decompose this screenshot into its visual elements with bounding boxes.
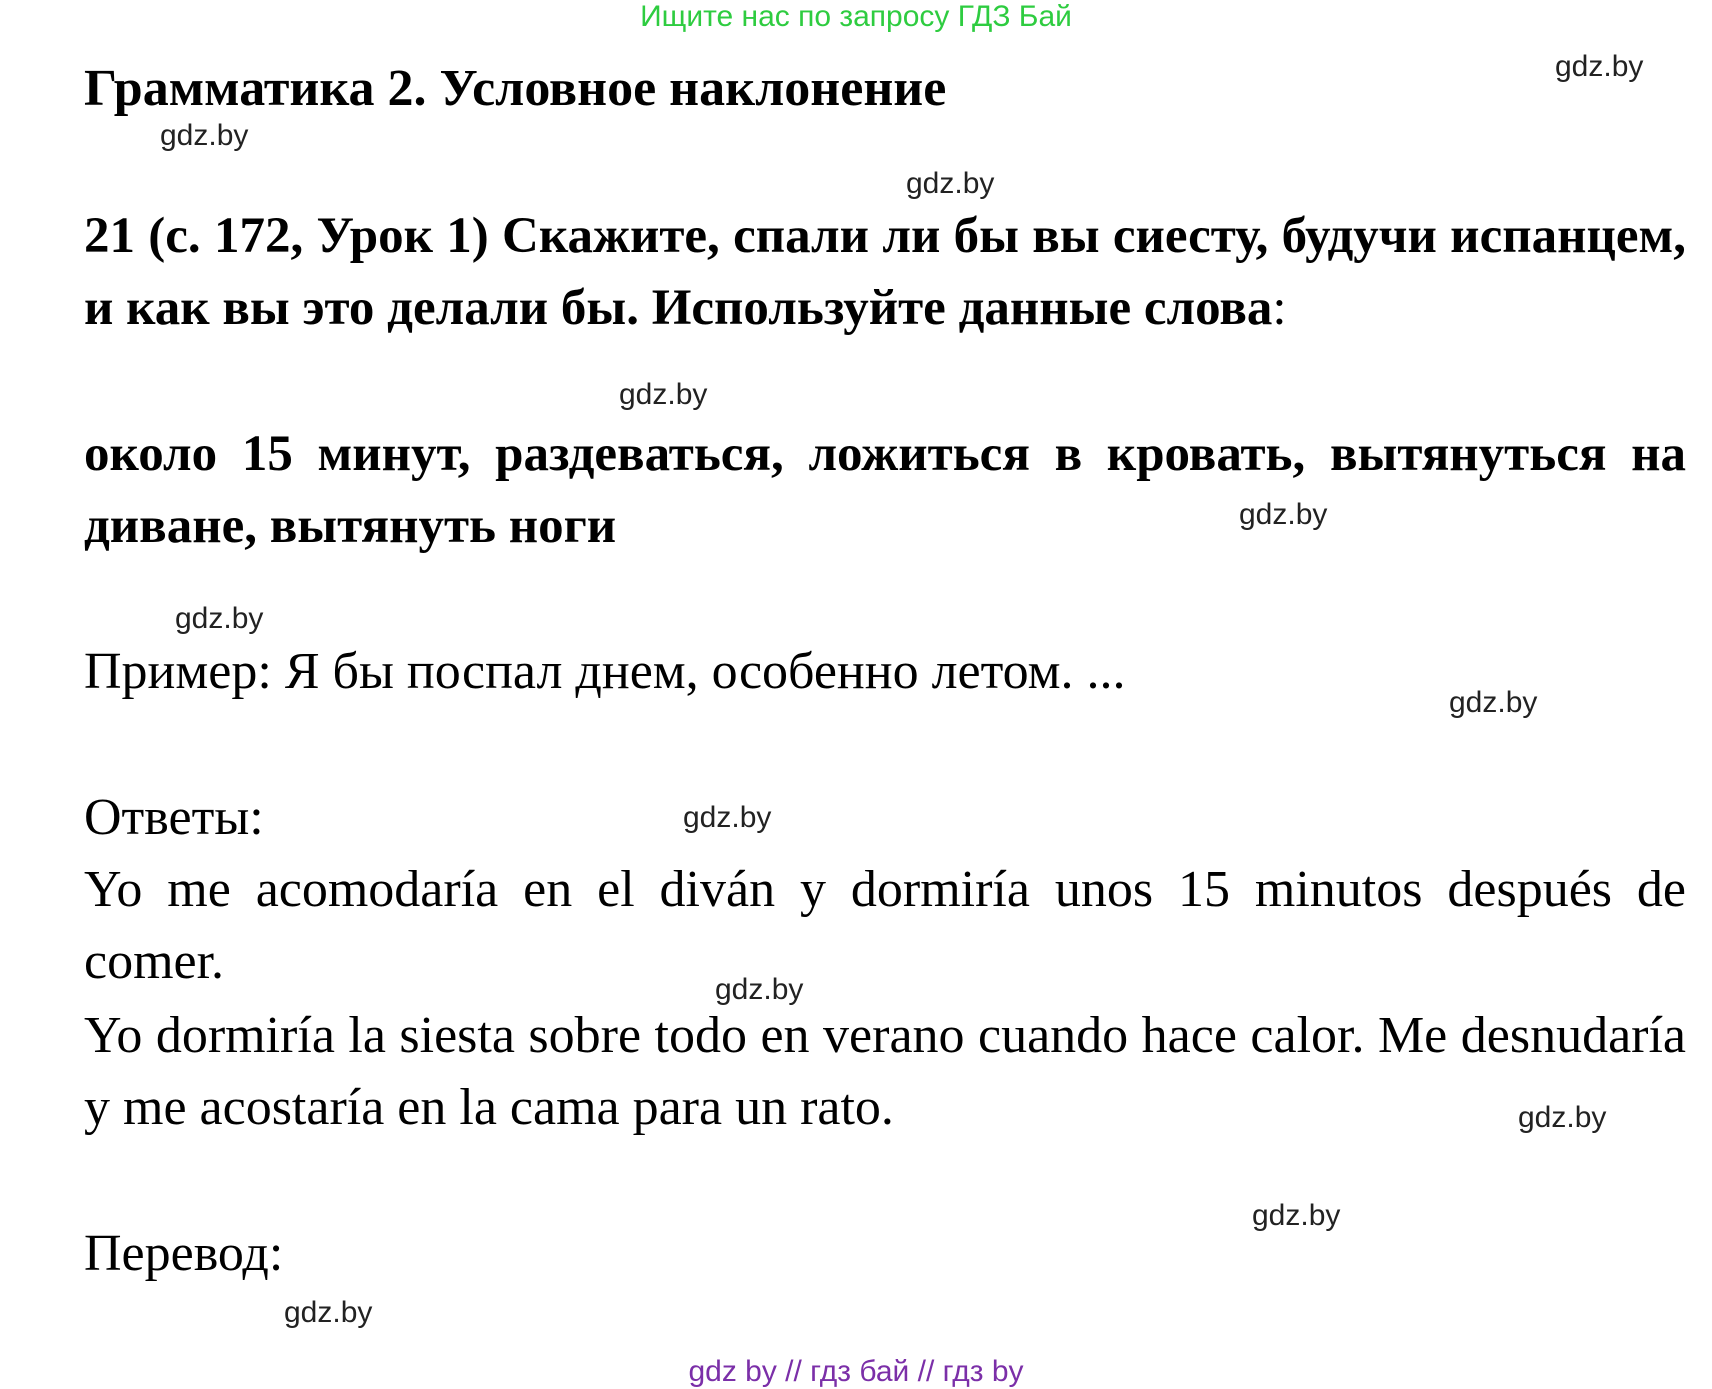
watermark: gdz.by bbox=[619, 378, 708, 411]
answers-heading: Ответы: bbox=[84, 789, 264, 846]
given-words: около 15 минут, раздеваться, ложиться в кровать, вытянуться на диване, вытянуть ноги bbox=[84, 426, 1686, 554]
watermark: gdz.by bbox=[1518, 1101, 1607, 1134]
watermark: gdz.by bbox=[906, 167, 995, 200]
watermark: gdz.by bbox=[160, 119, 249, 152]
task-text: 21 (с. 172, Урок 1) Скажите, спали ли бы вы сиесту, будучи испанцем, и как вы это делали бы. Используйте данные слова bbox=[84, 208, 1686, 336]
task-colon: : bbox=[1272, 280, 1287, 336]
watermark: gdz.by bbox=[1449, 686, 1538, 719]
task-statement bbox=[84, 200, 1686, 344]
watermark: gdz.by bbox=[175, 602, 264, 635]
watermark: gdz.by bbox=[683, 801, 772, 834]
watermark: gdz.by bbox=[1252, 1199, 1341, 1232]
translation-heading: Перевод: bbox=[84, 1225, 284, 1282]
watermark: gdz.by bbox=[1555, 50, 1644, 83]
answer-paragraph-2: Yo dormiría la siesta sobre todo en verano cuando hace calor. Me desnudaría y me acostaría en la cama para un rato. bbox=[84, 1007, 1686, 1136]
site-footer-banner: gdz by // гдз бай // гдз by bbox=[688, 1355, 1024, 1388]
watermark: gdz.by bbox=[284, 1296, 373, 1329]
search-hint-banner: Ищите нас по запросу ГДЗ Бай bbox=[640, 0, 1072, 33]
answer-paragraph-1: Yo me acomodaría en el diván y dormiría unos 15 minutos después de comer. bbox=[84, 861, 1686, 990]
watermark: gdz.by bbox=[715, 973, 804, 1006]
example-sentence: Пример: Я бы поспал днем, особенно летом. ... bbox=[84, 643, 1126, 700]
watermark: gdz.by bbox=[1239, 498, 1328, 531]
section-title: Грамматика 2. Условное наклонение bbox=[84, 60, 947, 117]
